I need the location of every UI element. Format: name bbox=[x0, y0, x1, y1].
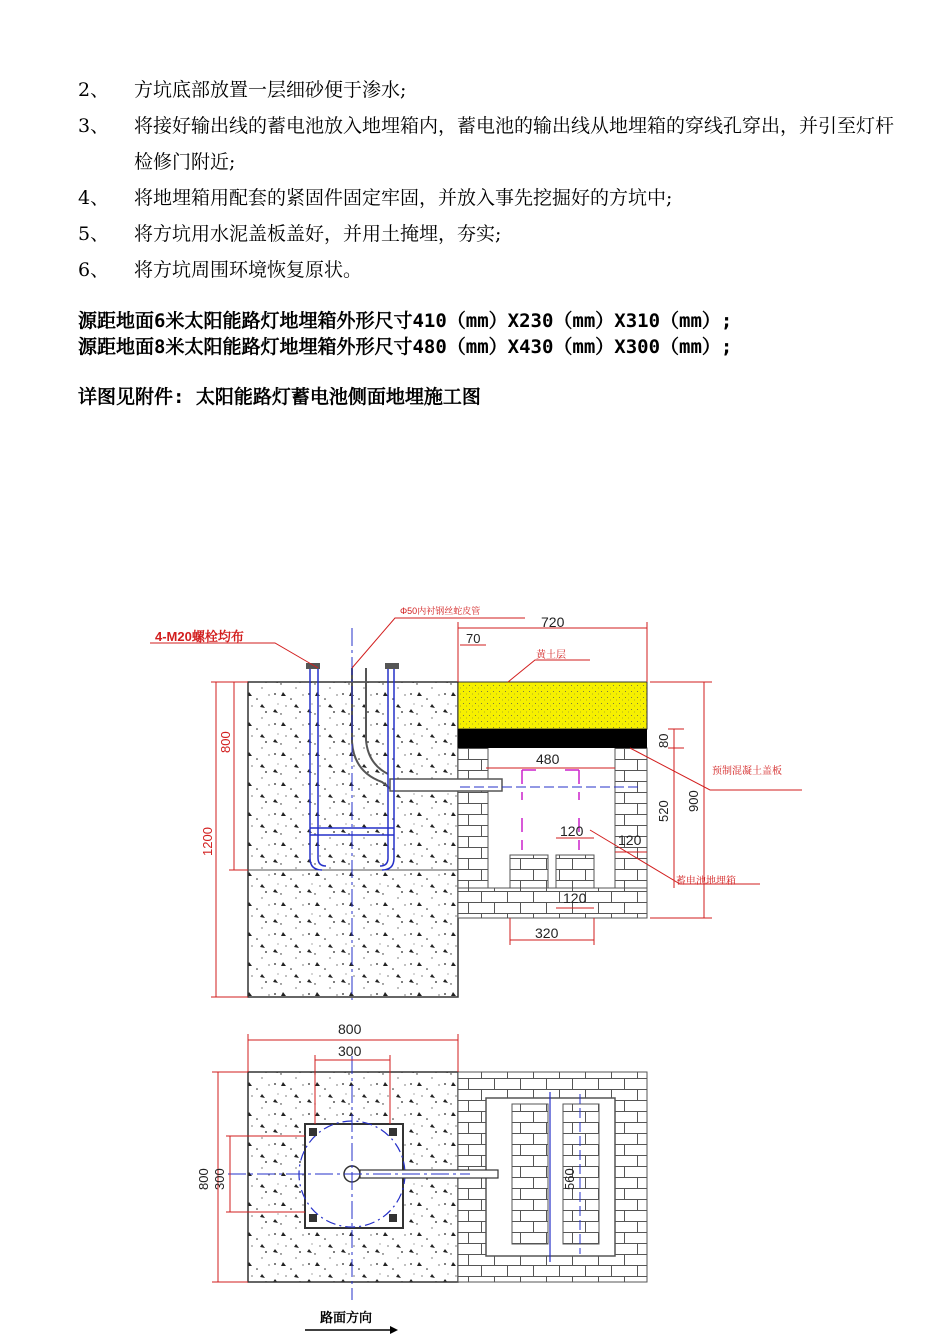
elevation-view bbox=[150, 605, 802, 1000]
bolt-label: 4-M20螺栓均布 bbox=[155, 629, 244, 644]
step-item bbox=[78, 72, 898, 108]
soil-layer bbox=[458, 682, 647, 729]
plan-dim-560-label: 560 bbox=[562, 1168, 577, 1190]
detail-note: 详图见附件: 太阳能路灯蓄电池侧面地埋施工图 bbox=[78, 386, 481, 408]
construction-drawing bbox=[0, 590, 950, 1344]
plan-dim-v800-label: 800 bbox=[196, 1168, 211, 1190]
step-text: 将接好输出线的蓄电池放入地埋箱内，蓄电池的输出线从地埋箱的穿线孔穿出，并引至灯杆检修门附近; bbox=[134, 115, 895, 173]
step-number: 6、 bbox=[78, 259, 110, 281]
plan-dim-300-label: 300 bbox=[338, 1043, 362, 1059]
step-text: 将方坑用水泥盖板盖好，并用土掩埋，夯实; bbox=[134, 223, 502, 245]
step-item bbox=[78, 180, 898, 216]
brick-wall-left bbox=[458, 748, 488, 888]
conduit-pipe bbox=[390, 779, 502, 791]
step-text: 方坑底部放置一层细砂便于渗水; bbox=[134, 79, 407, 101]
dim-70-label: 70 bbox=[466, 631, 481, 646]
dim-900-label: 900 bbox=[686, 790, 701, 812]
dim-120-label: 120 bbox=[563, 890, 587, 906]
plan-view bbox=[196, 1021, 647, 1334]
cover-slab bbox=[458, 729, 647, 748]
dim-800-label: 800 bbox=[218, 731, 233, 753]
dim-320-label: 320 bbox=[535, 925, 559, 941]
dim-120-label: 120 bbox=[618, 832, 642, 848]
spec-8m: 源距地面8米太阳能路灯地埋箱外形尺寸480（mm）X430（mm）X300（mm）; bbox=[78, 336, 733, 358]
dim-480-label: 480 bbox=[536, 751, 560, 767]
step-item bbox=[78, 216, 898, 252]
spec-6m: 源距地面6米太阳能路灯地埋箱外形尺寸410（mm）X230（mm）X310（mm）; bbox=[78, 310, 733, 332]
step-number: 3、 bbox=[78, 115, 110, 137]
dim-1200-label: 1200 bbox=[200, 827, 215, 856]
step-item bbox=[78, 108, 898, 180]
dim-720-label: 720 bbox=[541, 614, 565, 630]
step-text: 将方坑周围环境恢复原状。 bbox=[134, 259, 363, 281]
step-number: 5、 bbox=[78, 223, 110, 245]
step-number: 4、 bbox=[78, 187, 110, 209]
dim-80-label: 80 bbox=[656, 733, 671, 748]
direction-label: 路面方向 bbox=[320, 1310, 373, 1325]
soil-label: 黄土层 bbox=[536, 650, 566, 661]
box-label: 蓄电池地埋箱 bbox=[676, 876, 736, 887]
pipe-label: Φ50内衬钢丝蛇皮管 bbox=[400, 606, 481, 616]
construction-steps bbox=[78, 72, 898, 288]
step-number: 2、 bbox=[78, 79, 110, 101]
brick-base bbox=[458, 888, 647, 918]
plan-dim-v300-label: 300 bbox=[212, 1168, 227, 1190]
plan-dim-800-label: 800 bbox=[338, 1021, 362, 1037]
dim-120-label: 120 bbox=[560, 823, 584, 839]
step-item bbox=[78, 252, 898, 288]
brick-wall-right bbox=[615, 748, 647, 888]
slab-label: 预制混凝土盖板 bbox=[712, 766, 782, 777]
direction-arrow-icon bbox=[390, 1326, 398, 1334]
dim-520-label: 520 bbox=[656, 800, 671, 822]
step-text: 将地埋箱用配套的紧固件固定牢固，并放入事先挖掘好的方坑中; bbox=[134, 187, 673, 209]
